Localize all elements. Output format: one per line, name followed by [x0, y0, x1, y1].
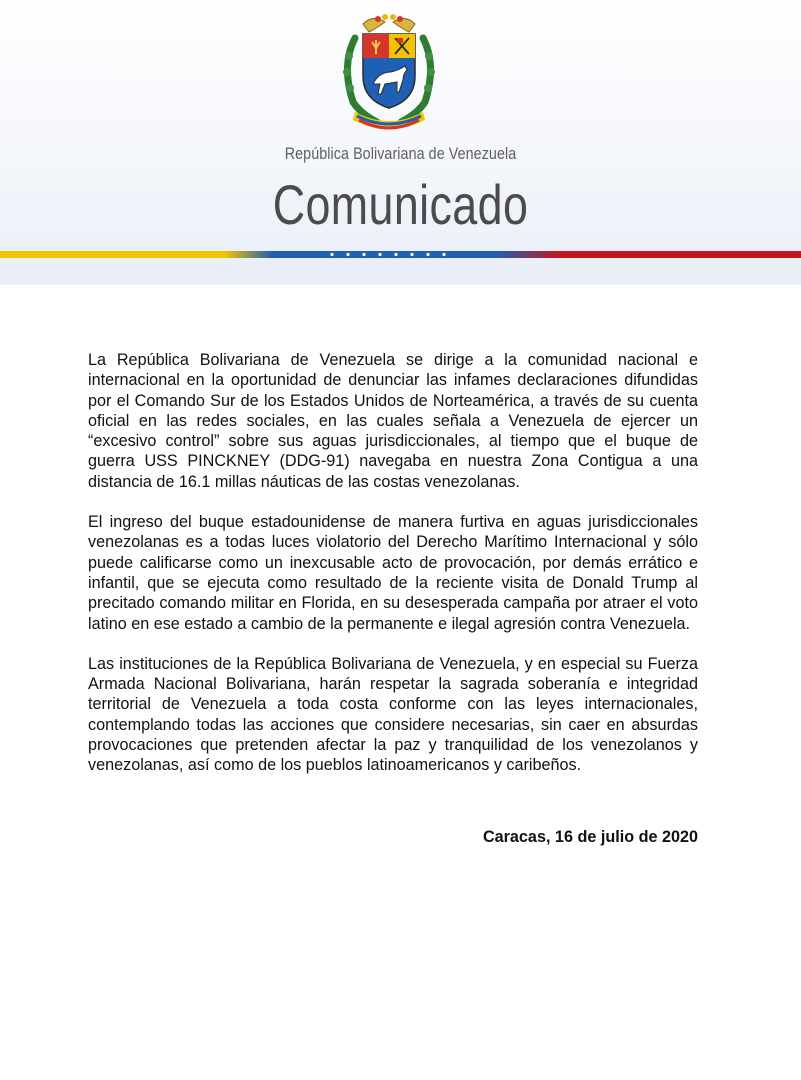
communique-body — [88, 350, 698, 796]
place-date-signature: Caracas, 16 de julio de 2020 — [482, 828, 698, 846]
page-title: Comunicado — [272, 173, 529, 236]
paragraph-2: El ingreso del buque estadounidense de manera furtiva en aguas jurisdiccionales venezolanas es a todas luces violatorio del Derecho Marítimo Internacional y sólo puede calificarse como un inexcusable acto de provocación, por demás errático e infantil, que se ejecuta como resultado de la reciente visita de Donald Trump al precitado comando militar en Florida, en su desesperada campaña por atraer el voto latino en ese estado a cambio de la permanente e ilegal agresión contra Venezuela. — [88, 513, 698, 633]
country-name: República Bolivariana de Venezuela — [284, 144, 517, 163]
document-header — [0, 0, 801, 285]
paragraph-1: La República Bolivariana de Venezuela se dirige a la comunidad nacional e internacional en la oportunidad de denunciar las infames declaraciones difundidas por el Comando Sur de los Estados Unidos de Norteamérica, a través de su cuenta oficial en las redes sociales, en las cuales señala a Venezuela de ejercer un “excesivo control” sobre sus aguas jurisdiccionales, al tiempo que el buque de guerra USS PINCKNEY (DDG-91) navegaba en nuestra Zona Contigua a una distancia de 16.1 millas náuticas de las costas venezolanas. — [88, 351, 698, 491]
paragraph-3: Las instituciones de la República Bolivariana de Venezuela, y en especial su Fuerza Armada Nacional Bolivariana, harán respetar la sagrada soberanía e integridad territorial de Venezuela a toda costa conforme con las leyes internacionales, contemplando todas las acciones que considere necesarias, sin caer en absurdas provocaciones que pretenden afectar la paz y tranquilidad de los venezolanos y venezolanas, así como de los pueblos latinoamericanos y caribeños. — [88, 654, 698, 775]
coat-of-arms-icon — [333, 10, 445, 132]
flag-stripe — [0, 251, 801, 258]
